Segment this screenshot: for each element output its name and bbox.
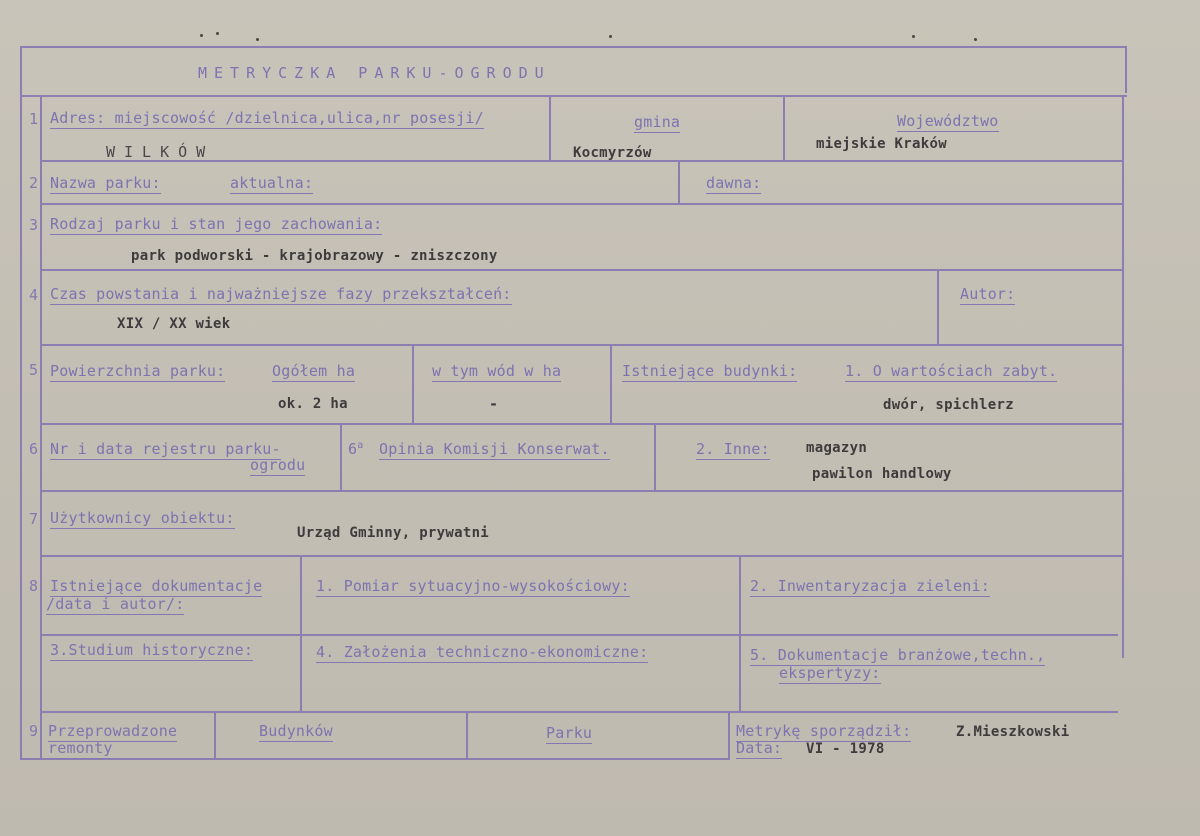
card-title: METRYCZKA PARKU-OGRODU	[198, 64, 551, 82]
frame-bottom	[20, 758, 730, 760]
water-area-value: -	[489, 395, 499, 413]
technical-assumptions-label: 4. Założenia techniczno-ekonomiczne:	[316, 643, 649, 661]
row-sep-4	[40, 269, 1124, 271]
row-sep-8	[40, 555, 1122, 557]
users-label: Użytkownicy obiektu:	[50, 509, 235, 527]
prepared-by-value: Z.Mieszkowski	[956, 724, 1070, 740]
date-value: VI - 1978	[806, 741, 885, 757]
r6-sep-b	[654, 423, 656, 490]
historical-study-label: 3.Studium historyczne:	[50, 641, 254, 659]
ink-speck	[974, 38, 977, 41]
ink-speck	[200, 34, 203, 37]
users-value: Urząd Gminny, prywatni	[297, 525, 490, 541]
r8-sep-a	[300, 555, 302, 711]
ink-speck	[912, 35, 915, 38]
other-buildings-value-2: pawilon handlowy	[812, 466, 952, 482]
r5-sep-b	[610, 344, 612, 423]
ink-speck	[609, 35, 612, 38]
historic-buildings-value: dwór, spichlerz	[883, 397, 1014, 413]
gmina-label: gmina	[634, 113, 681, 131]
prepared-by-label: Metrykę sporządził:	[736, 722, 912, 740]
row-sep-1	[20, 95, 1127, 97]
repairs-label-line1: Przeprowadzone	[48, 722, 178, 740]
r9-sep-c	[728, 711, 730, 760]
row-number: 1	[29, 110, 39, 128]
row-sep-8b	[40, 634, 1118, 636]
other-buildings-label: 2. Inne:	[696, 440, 770, 458]
frame-right	[1122, 96, 1124, 658]
r4-sep	[937, 269, 939, 344]
conservation-opinion-label: Opinia Komisji Konserwat.	[379, 440, 610, 458]
industry-docs-label-line1: 5. Dokumentacje branżowe,techn.,	[750, 646, 1046, 664]
documentation-label-line1: Istniejące dokumentacje	[50, 577, 263, 595]
register-label-line2: ogrodu	[250, 456, 306, 474]
row-number: 5	[29, 361, 39, 379]
historic-buildings-label: 1. O wartościach zabyt.	[845, 362, 1058, 380]
row-sep-5	[40, 344, 1124, 346]
survey-label: 1. Pomiar sytuacyjno-wysokościowy:	[316, 577, 630, 595]
row-sep-3	[40, 203, 1124, 205]
r6-sep-a	[340, 423, 342, 490]
register-label-line1: Nr i data rejestru parku-	[50, 440, 281, 458]
buildings-repairs-label: Budynków	[259, 722, 333, 740]
documentation-label-line2: /data i autor/:	[46, 595, 185, 613]
opinion-number-sup: a	[357, 440, 364, 451]
park-type-value: park podworski - krajobrazowy - zniszczony	[131, 248, 498, 264]
history-value: XIX / XX wiek	[117, 316, 231, 332]
number-column-line	[40, 95, 42, 760]
park-repairs-label: Parku	[546, 724, 593, 742]
author-label: Autor:	[960, 285, 1016, 303]
opinion-number-base: 6	[348, 440, 358, 458]
total-area-label: Ogółem ha	[272, 362, 356, 380]
row-number: 7	[29, 510, 39, 528]
wojewodztwo-value: miejskie Kraków	[816, 136, 947, 152]
opinion-number	[348, 440, 363, 458]
greenery-inventory-label: 2. Inwentaryzacja zieleni:	[750, 577, 990, 595]
ink-speck	[256, 38, 259, 41]
industry-docs-label-line2: ekspertyzy:	[779, 664, 881, 682]
other-buildings-value-1: magazyn	[806, 440, 868, 456]
former-name-label: dawna:	[706, 174, 762, 192]
row-number: 2	[29, 174, 39, 192]
wojewodztwo-label: Województwo	[897, 112, 999, 130]
row-number: 9	[29, 722, 39, 740]
row-number: 4	[29, 286, 39, 304]
frame-top	[20, 46, 1127, 48]
r8-sep-b	[739, 555, 741, 711]
row-number: 3	[29, 216, 39, 234]
date-label: Data:	[736, 739, 783, 757]
row-number: 8	[29, 577, 39, 595]
history-label: Czas powstania i najważniejsze fazy przekształceń:	[50, 285, 512, 303]
total-area-value: ok. 2 ha	[278, 396, 348, 412]
r9-sep-b	[466, 711, 468, 760]
row-number: 6	[29, 440, 39, 458]
park-type-label: Rodzaj parku i stan jego zachowania:	[50, 215, 383, 233]
address-label: Adres: miejscowość /dzielnica,ulica,nr posesji/	[50, 109, 484, 127]
row-sep-6	[40, 423, 1124, 425]
area-label: Powierzchnia parku:	[50, 362, 226, 380]
r5-sep-a	[412, 344, 414, 423]
r1-sep-a	[549, 95, 551, 160]
r9-sep-a	[214, 711, 216, 760]
r1-sep-b	[783, 95, 785, 160]
park-name-label: Nazwa parku:	[50, 174, 161, 192]
row-sep-9	[40, 711, 1118, 713]
repairs-label-line2: remonty	[48, 739, 113, 757]
r2-sep	[678, 160, 680, 203]
water-area-label: w tym wód w ha	[432, 362, 562, 380]
current-name-label: aktualna:	[230, 174, 314, 192]
buildings-label: Istniejące budynki:	[622, 362, 798, 380]
frame-right-top	[1125, 46, 1127, 93]
ink-speck	[216, 32, 219, 35]
address-value: WILKÓW	[106, 143, 215, 161]
gmina-value: Kocmyrzów	[573, 145, 652, 161]
row-sep-7	[40, 490, 1122, 492]
frame-left	[20, 46, 22, 760]
